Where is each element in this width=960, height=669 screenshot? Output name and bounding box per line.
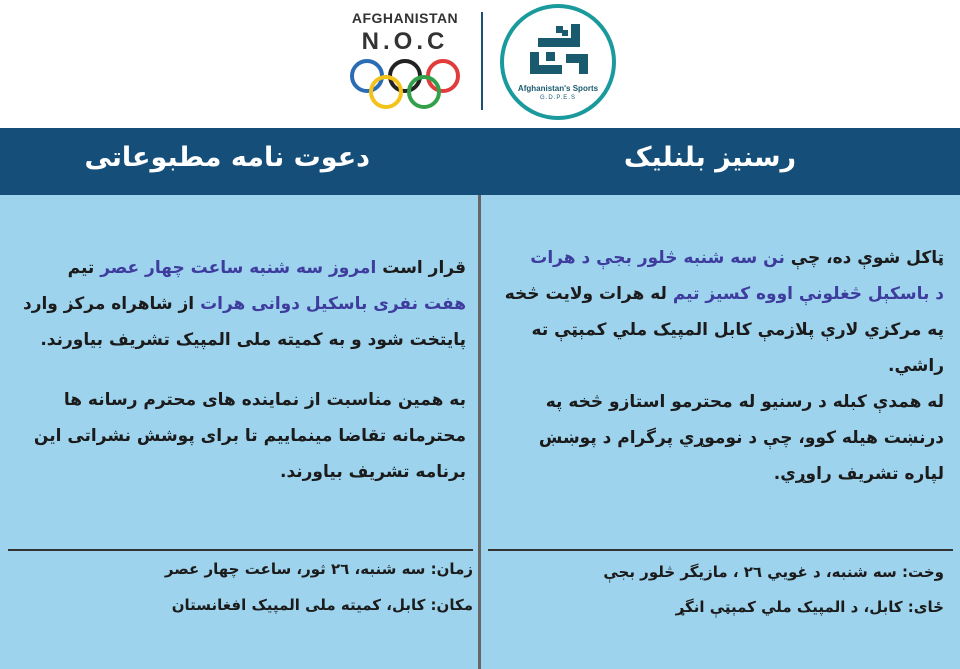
pashto-p1-highlight-team: د باسکېل څغلونې اووه کسیز تیم — [672, 284, 944, 304]
gdpes-sub-text: G.D.P.E.S — [540, 95, 576, 101]
gdpes-emblem-icon — [500, 8, 616, 88]
noc-logo — [340, 8, 470, 118]
dari-p1-text-a: قرار است — [376, 258, 466, 278]
title-dari: دعوت نامه مطبوعاتی — [84, 142, 370, 173]
dari-p1-highlight-team: هفت نفری باسکیل دوانی هرات — [200, 294, 466, 314]
gdpes-name-text: Afghanistan's Sports — [517, 84, 599, 93]
pashto-info-divider — [488, 549, 953, 551]
pashto-paragraph-1 — [494, 240, 944, 384]
dari-p1-text-c: از شاهراه مرکز وارد پایتخت شود و به کمیته ملی المپیک تشریف بیاورند. — [22, 294, 466, 350]
dari-body — [14, 250, 466, 490]
pashto-body — [494, 240, 944, 492]
pashto-time-info: وخت: سه شنبه، د غويي ۲٦ ، مازیگر څلور بجې — [603, 563, 944, 581]
dari-place-info: مکان: کابل، کمیته ملی المپیک افغانستان — [171, 596, 473, 614]
dari-p1-highlight-time: امروز سه شنبه ساعت چهار عصر — [100, 258, 377, 278]
dari-info-divider — [8, 549, 473, 551]
pashto-p1-highlight-time: نن سه شنبه څلور بجې د هرات — [530, 248, 785, 268]
logo-divider — [481, 12, 483, 110]
pashto-place-info: ځای: کابل، د المپیک ملي کمېټې انگړ — [675, 598, 944, 616]
dari-paragraph-1 — [14, 250, 466, 358]
dari-time-info: زمان: سه شنبه، ۲٦ ثور، ساعت چهار عصر — [164, 560, 473, 578]
header-bar — [0, 0, 960, 128]
title-pashto: رسنیز بلنلیک — [623, 142, 797, 173]
noc-country-text: AFGHANISTAN — [351, 10, 459, 26]
gdpes-logo — [500, 4, 618, 122]
dari-p1-text-b: تیم — [67, 258, 101, 278]
dari-paragraph-2: به همین مناسبت از نماینده های محترم رسانه ها محترمانه تقاضا مینماییم تا برای پوشش نشراتی این برنامه تشریف بیاورند. — [33, 390, 466, 482]
pashto-p1-text-b: له هرات ولایت څخه په مرکزي لارې پلازمې کابل المپیک ملي کمېټې ته راشي. — [504, 284, 944, 376]
pashto-p1-text-a: ټاکل شوې ده، چې — [784, 248, 944, 268]
noc-abbr-text: N.O.C — [361, 28, 449, 55]
column-divider — [478, 195, 481, 669]
olympic-rings-icon — [347, 58, 463, 110]
pashto-paragraph-2: له همدې کبله د رسنیو له محترمو استازو څخه په درنښت هیله کوو، چې د نوموړي پرگرام د پوښښ لپاره تشریف راوړي. — [538, 392, 944, 484]
